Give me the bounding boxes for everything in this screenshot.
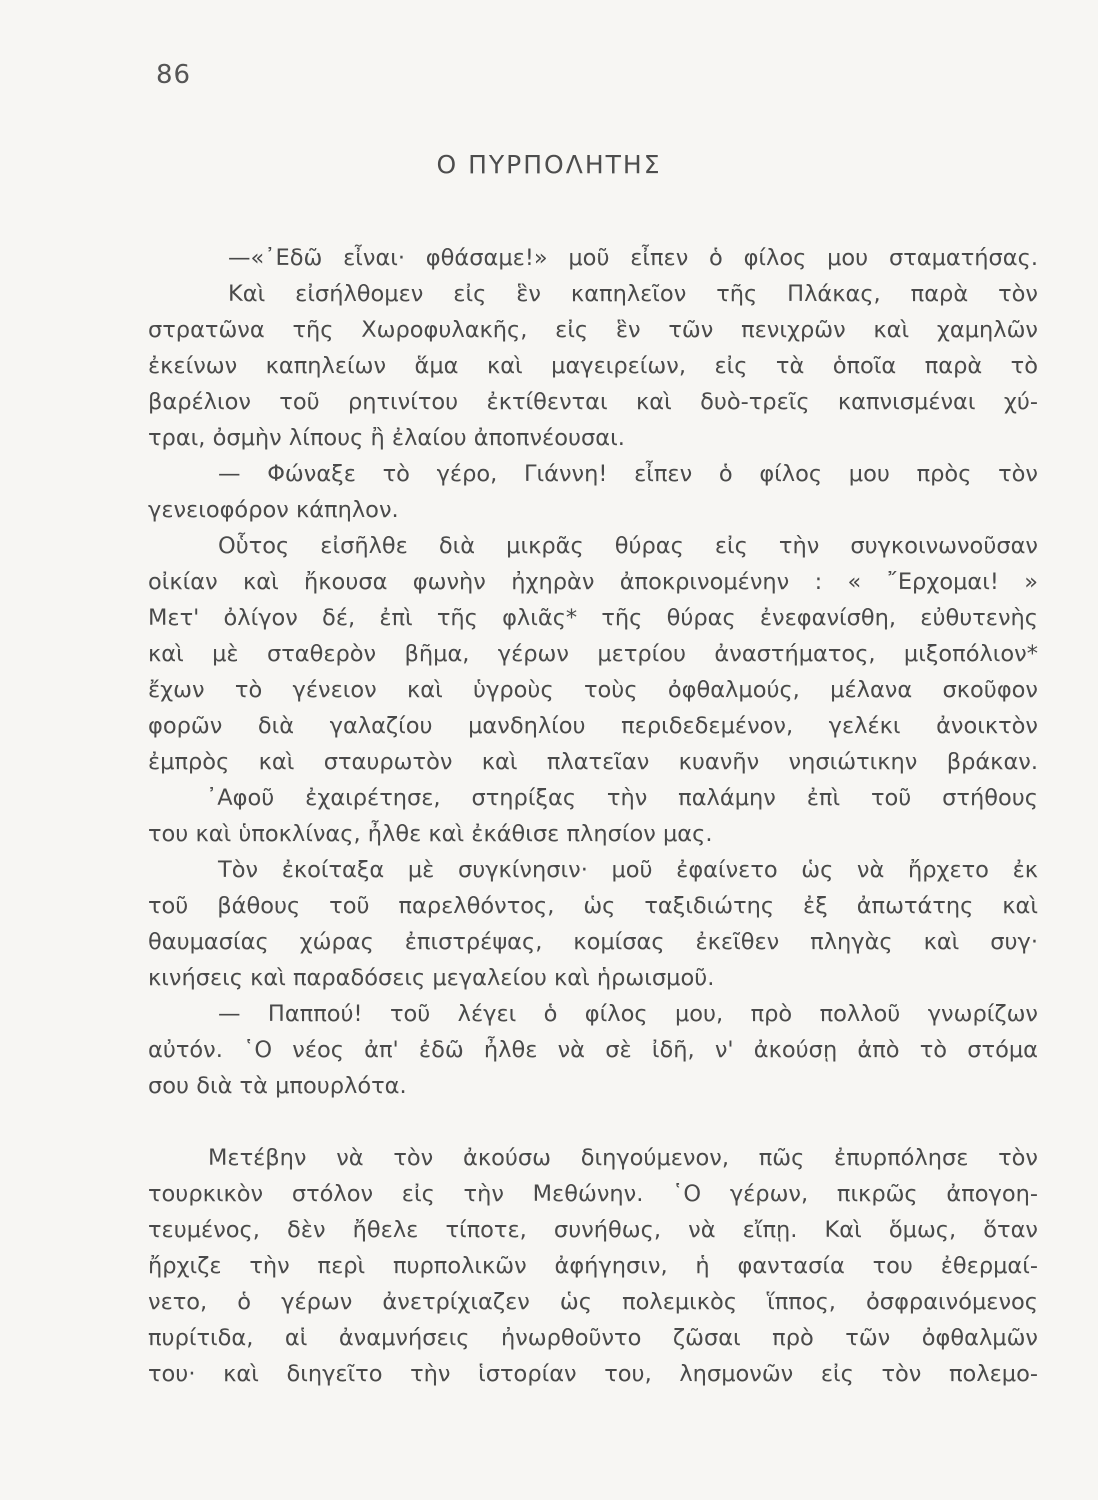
text-line: —«᾿Εδῶ εἶναι· φθάσαμε!» μοῦ εἶπεν ὁ φίλος μου σταματήσας. xyxy=(228,245,1038,271)
text-line: αὐτόν. ῾Ο νέος ἀπ' ἐδῶ ἦλθε νὰ σὲ ἰδῆ, ν' ἀκούσῃ ἀπὸ τὸ στόμα xyxy=(148,1037,1038,1063)
text-line: Οὗτος εἰσῆλθε διὰ μικρᾶς θύρας εἰς τὴν συγκοινωνοῦσαν xyxy=(218,533,1038,559)
text-line: πυρίτιδα, αἱ ἀναμνήσεις ἠνωρθοῦντο ζῶσαι πρὸ τῶν ὀφθαλμῶν xyxy=(148,1325,1038,1351)
text-line: του· καὶ διηγεῖτο τὴν ἱστορίαν του, λησμονῶν εἰς τὸν πολεμο- xyxy=(148,1361,1038,1387)
text-line: σου διὰ τὰ μπουρλότα. xyxy=(148,1073,407,1099)
text-line: — Φώναξε τὸ γέρο, Γιάννη! εἶπεν ὁ φίλος μου πρὸς τὸν xyxy=(218,461,1038,487)
page-number: 86 xyxy=(156,60,192,90)
text-line: Μετέβην νὰ τὸν ἀκούσω διηγούμενον, πῶς ἐπυρπόλησε τὸν xyxy=(208,1145,1038,1171)
text-line: τουρκικὸν στόλον εἰς τὴν Μεθώνην. ῾Ο γέρων, πικρῶς ἀπογοη- xyxy=(148,1181,1038,1207)
text-line: — Παππού! τοῦ λέγει ὁ φίλος μου, πρὸ πολλοῦ γνωρίζων xyxy=(218,1001,1038,1027)
chapter-title: Ο ΠΥΡΠΟΛΗΤΗΣ xyxy=(436,150,662,179)
text-line: βαρέλιον τοῦ ρητινίτου ἐκτίθενται καὶ δυὸ-τρεῖς καπνισμέναι χύ- xyxy=(148,389,1038,415)
text-line: Καὶ εἰσήλθομεν εἰς ἓν καπηλεῖον τῆς Πλάκας, παρὰ τὸν xyxy=(228,281,1038,307)
text-line: ἐκείνων καπηλείων ἅμα καὶ μαγειρείων, εἰς τὰ ὁποῖα παρὰ τὸ xyxy=(148,353,1038,379)
text-line: νετο, ὁ γέρων ἀνετρίχιαζεν ὡς πολεμικὸς ἵππος, ὀσφραινόμενος xyxy=(148,1289,1038,1315)
text-line: καὶ μὲ σταθερὸν βῆμα, γέρων μετρίου ἀναστήματος, μιξοπόλιον* xyxy=(148,641,1038,667)
body-text xyxy=(148,240,1038,1392)
text-line: τραι, ὀσμὴν λίπους ἢ ἐλαίου ἀποπνέουσαι. xyxy=(148,425,625,451)
text-line: στρατῶνα τῆς Χωροφυλακῆς, εἰς ἓν τῶν πενιχρῶν καὶ χαμηλῶν xyxy=(148,317,1038,343)
text-line: Μετ' ὀλίγον δέ, ἐπὶ τῆς φλιᾶς* τῆς θύρας ἐνεφανίσθη, εὐθυτενὴς xyxy=(148,605,1038,631)
text-line: ἤρχιζε τὴν περὶ πυρπολικῶν ἀφήγησιν, ἡ φαντασία του ἐθερμαί- xyxy=(148,1253,1038,1279)
text-line: τοῦ βάθους τοῦ παρελθόντος, ὡς ταξιδιώτης ἐξ ἀπωτάτης καὶ xyxy=(148,893,1038,919)
text-line: του καὶ ὑποκλίνας, ἦλθε καὶ ἐκάθισε πλησίον μας. xyxy=(148,821,713,847)
text-line: κινήσεις καὶ παραδόσεις μεγαλείου καὶ ἡρωισμοῦ. xyxy=(148,965,715,991)
paragraph-gap xyxy=(148,1104,1038,1140)
text-line: ᾿Αφοῦ ἐχαιρέτησε, στηρίξας τὴν παλάμην ἐπὶ τοῦ στήθους xyxy=(206,785,1038,811)
text-line: γενειοφόρον κάπηλον. xyxy=(148,497,399,523)
text-line: φορῶν διὰ γαλαζίου μανδηλίου περιδεδεμένον, γελέκι ἀνοικτὸν xyxy=(148,713,1038,739)
text-line: οἰκίαν καὶ ἤκουσα φωνὴν ἠχηρὰν ἀποκρινομένην : « ῎Ερχομαι! » xyxy=(148,569,1038,595)
text-line: τευμένος, δὲν ἤθελε τίποτε, συνήθως, νὰ εἴπῃ. Καὶ ὅμως, ὅταν xyxy=(148,1217,1038,1243)
text-line: θαυμασίας χώρας ἐπιστρέψας, κομίσας ἐκεῖθεν πληγὰς καὶ συγ· xyxy=(148,929,1038,955)
text-line: ἔχων τὸ γένειον καὶ ὑγροὺς τοὺς ὀφθαλμούς, μέλανα σκοῦφον xyxy=(148,677,1038,703)
text-line: Τὸν ἐκοίταξα μὲ συγκίνησιν· μοῦ ἐφαίνετο ὡς νὰ ἤρχετο ἐκ xyxy=(218,857,1038,883)
text-line: ἐμπρὸς καὶ σταυρωτὸν καὶ πλατεῖαν κυανῆν νησιώτικην βράκαν. xyxy=(148,749,1038,775)
